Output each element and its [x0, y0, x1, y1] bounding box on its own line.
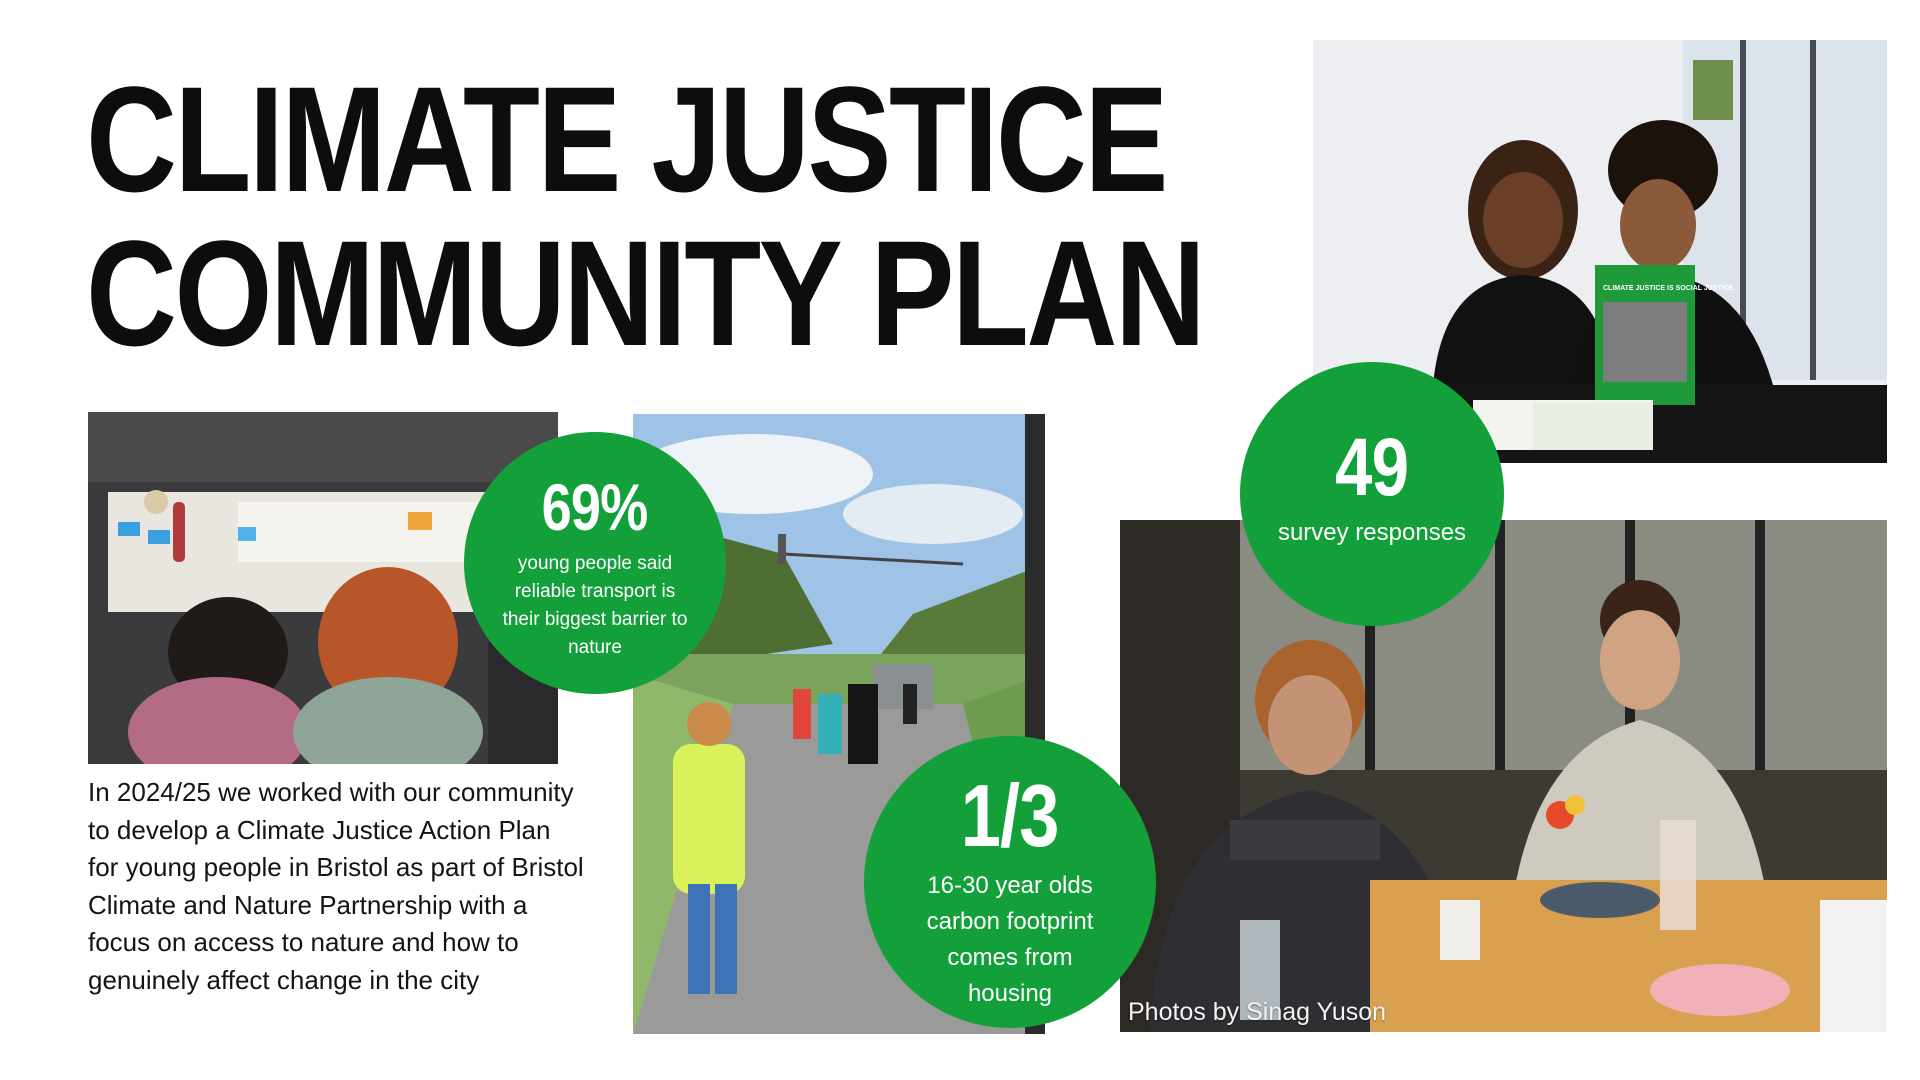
- stat-value: 69%: [542, 470, 648, 544]
- photo-craft-activity: [1120, 520, 1887, 1032]
- stat-circle-housing: [864, 736, 1156, 1028]
- photo-credit: Photos by Sinag Yuson: [1128, 998, 1387, 1026]
- title-line-2: COMMUNITY PLAN: [86, 209, 1204, 377]
- stat-value: 1/3: [961, 766, 1059, 865]
- stat-label: 16-30 year olds carbon footprint comes from housing: [926, 872, 1094, 1007]
- page-title: [86, 55, 1204, 377]
- description-text: In 2024/25 we worked with our community to develop a Climate Justice Action Plan for young people in Bristol as part of Bristol Climate and Nature Partnership with a focus on access to nature and how to genuinely affect change in the city: [88, 777, 584, 995]
- stat-circle-transport: [464, 432, 726, 694]
- brochure-title: CLIMATE JUSTICE IS SOCIAL JUSTICE: [1603, 285, 1734, 292]
- stat-circle-survey: [1240, 362, 1504, 626]
- title-line-1: CLIMATE JUSTICE: [86, 55, 1166, 223]
- stat-label: survey responses: [1277, 519, 1467, 546]
- stat-value: 49: [1335, 422, 1409, 513]
- stat-label: young people said reliable transport is their biggest barrier to nature: [502, 553, 688, 658]
